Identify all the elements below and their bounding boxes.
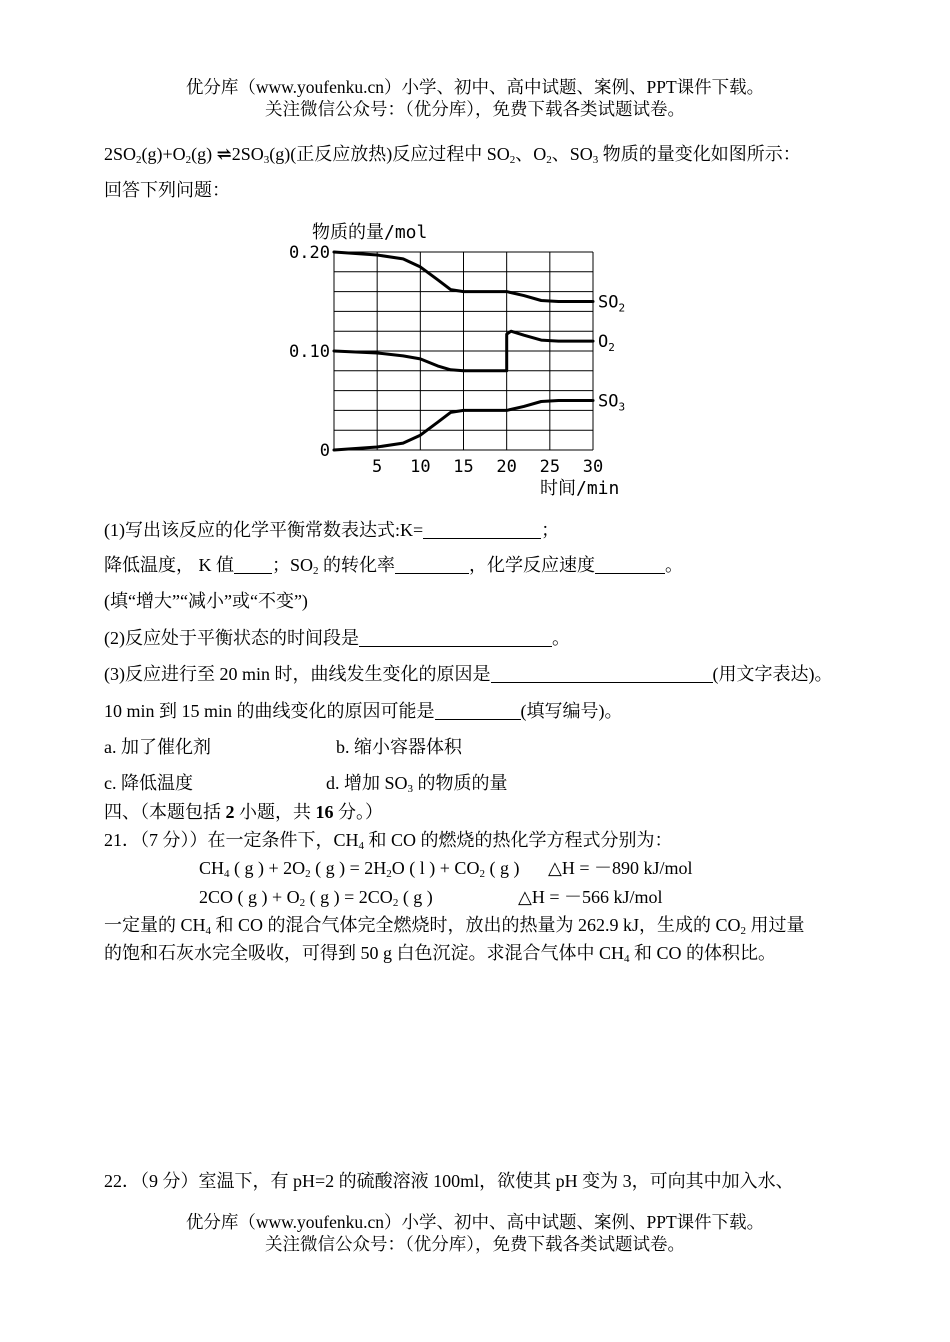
q1-line-2: 降低温度， K 值 ；$SO_2$ 的转化率 ，化学反应速度 。 [104, 555, 684, 577]
x-tick-label: 10 [410, 457, 431, 477]
x-tick-label: 20 [496, 457, 517, 477]
q1-line-3: (填“增大”“减小”或“不变”) [104, 591, 308, 611]
x-tick-label: 25 [539, 457, 561, 477]
section-four-heading: 四、（本题包括 2 小题，共 16 分。） [104, 802, 383, 822]
series-label-o2: $O_2$ [598, 332, 615, 355]
option-b: b. 缩小容器体积 [336, 737, 462, 757]
reaction-equation: $2SO_2(g)+O_2(g)$ $\rightleftharpoons 2SO_3(g)$(正反应放热)反应过程中 $SO_2$、$O_2$、$SO_3$ 物质的量变化如图所示： [104, 144, 801, 166]
y-tick-label: 0.20 [289, 243, 330, 263]
answer-blank-equilibrium[interactable] [359, 628, 552, 647]
q3-line-2: 10 min 到 15 min 的曲线变化的原因可能是 (填写编号)。 [104, 701, 623, 721]
answer-blank-option[interactable] [435, 701, 521, 720]
q21-equation-1: $CH_4$ ( g ) + $2O_2$ ( g ) = $2H_2O$ ( l ) + $CO_2$ ( g ) [199, 858, 520, 880]
answer-blank-k[interactable] [423, 520, 541, 539]
answer-blank-conversion[interactable] [395, 555, 469, 574]
answer-blank-rate[interactable] [595, 555, 665, 574]
amount-vs-time-chart [270, 212, 650, 504]
series-label-so3: $SO_3$ [598, 391, 626, 414]
series-label-so2: $SO_2$ [598, 292, 626, 315]
y-tick-label: 0.10 [289, 342, 330, 362]
y-tick-label: 0 [319, 441, 330, 461]
q21-body-1: 一定量的 $CH_4$ 和 CO 的混合气体完全燃烧时，放出的热量为 262.9 kJ，生成的 $CO_2$ 用过量 [104, 915, 805, 937]
q21-enthalpy-2: △H = －566 kJ/mol [518, 887, 663, 907]
q21-equation-2: 2CO ( g ) + $O_2$ ( g ) = $2CO_2$ ( g ) [199, 887, 433, 909]
footer-line-1: 优分库（www.youfenku.cn）小学、初中、高中试题、案例、PPT课件下载。 [185, 1212, 765, 1232]
answer-blank-k-value[interactable] [234, 555, 272, 574]
q21-heading: 21．（7 分））在一定条件下，$CH_4$ 和 CO 的燃烧的热化学方程式分别为： [104, 830, 673, 852]
q1-line-1: (1)写出该反应的化学平衡常数表达式:K= ； [104, 520, 560, 540]
x-tick-label: 30 [582, 457, 604, 477]
chart-labels [289, 243, 625, 477]
q21-body-2: 的饱和石灰水完全吸收，可得到 50 g 白色沉淀。求混合气体中 $CH_4$ 和 CO 的体积比。 [104, 943, 777, 965]
q22-text: 22．（9 分）室温下，有 pH=2 的硫酸溶液 100ml，欲使其 pH 变为 3，可向其中加入水、 [104, 1171, 794, 1191]
chart-grid [334, 252, 593, 450]
y-axis-label: 物质的量/mol [312, 222, 428, 243]
x-tick-label: 5 [372, 457, 383, 477]
x-axis-label: 时间/min [540, 478, 620, 499]
header-line-2: 关注微信公众号：（优分库），免费下载各类试题试卷。 [265, 99, 685, 119]
option-a: a. 加了催化剂 [104, 737, 211, 757]
q3-line-1: (3)反应进行至 20 min 时，曲线发生变化的原因是 (用文字表达)。 [104, 664, 833, 684]
question-prompt: 回答下列问题： [104, 180, 230, 200]
q21-enthalpy-1: △H = －890 kJ/mol [548, 858, 693, 878]
answer-blank-reason[interactable] [491, 664, 713, 683]
footer-line-2: 关注微信公众号：（优分库），免费下载各类试题试卷。 [265, 1234, 685, 1254]
x-tick-label: 15 [453, 457, 474, 477]
option-c: c. 降低温度 [104, 773, 193, 793]
option-d: d. 增加 $SO_3$ 的物质的量 [326, 773, 508, 795]
equilibrium-arrow-icon: ⇌ [216, 144, 232, 164]
q2-line: (2)反应处于平衡状态的时间段是 。 [104, 628, 570, 648]
header-line-1: 优分库（www.youfenku.cn）小学、初中、高中试题、案例、PPT课件下载。 [185, 77, 765, 97]
